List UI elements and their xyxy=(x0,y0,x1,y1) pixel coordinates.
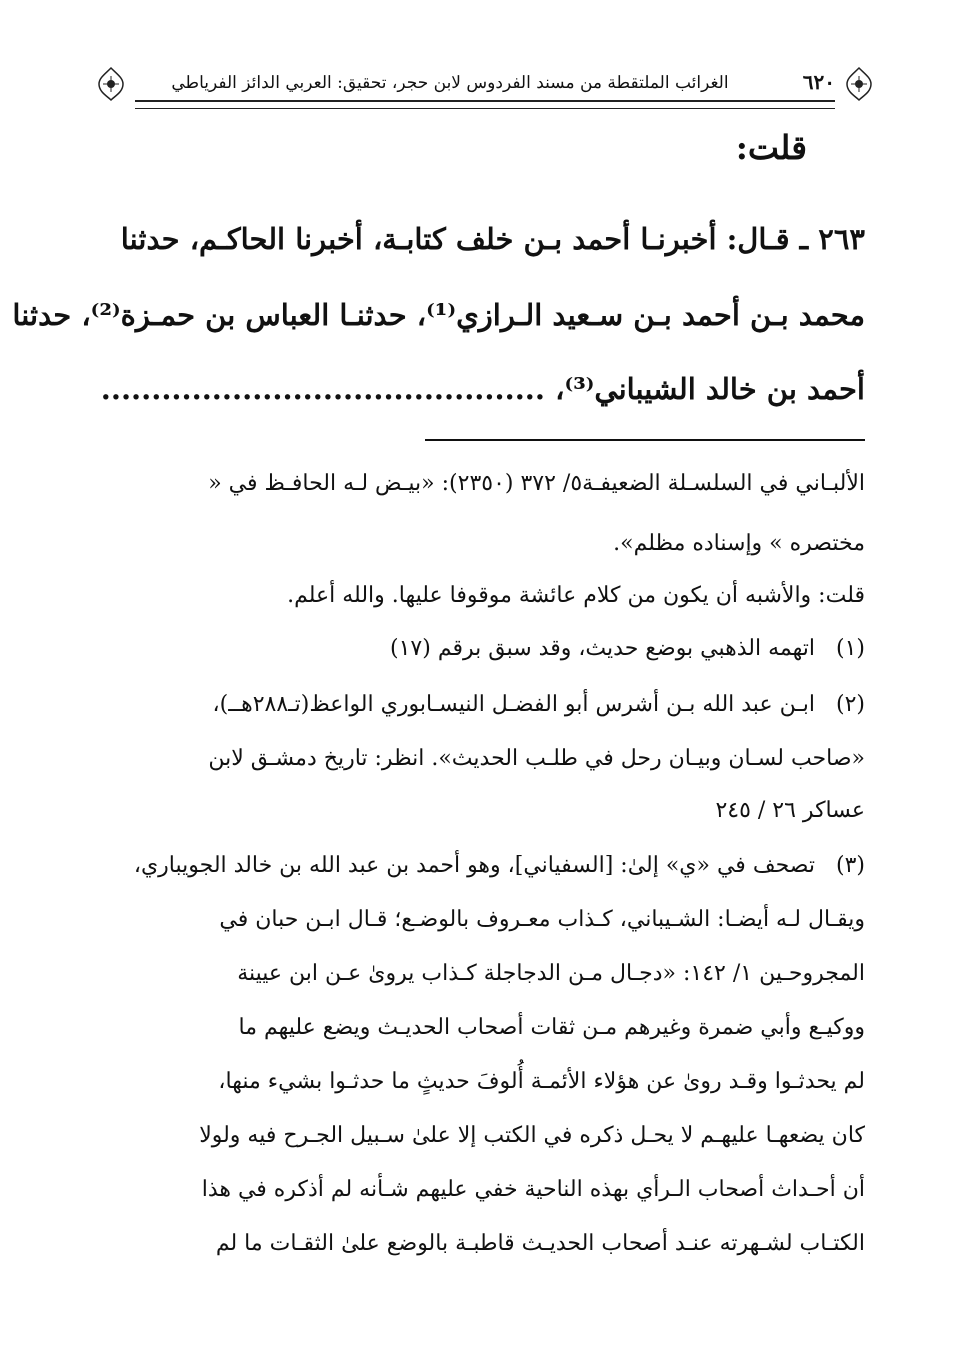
footnote-line: قلت: والأشبه أن يكون من كلام عائشة موقوفا عليها. والله أعلم. xyxy=(287,583,865,608)
footnote-line: مختصره » وإسناده مظلم». xyxy=(613,531,865,556)
footnote-line: المجروحـين ١/ ١٤٢: «دجـال مـن الدجاجلة كـذاب يروىٰ عـن ابن عيينة xyxy=(237,961,865,986)
page-number: ٦٢٠ xyxy=(802,70,835,94)
running-title: الغرائب الملتقطة من مسند الفردوس لابن حجر، تحقيق: العربي الدائز الفرياطي xyxy=(171,73,729,93)
footnote-number: (١) xyxy=(835,636,865,661)
footnote-line: اتهمه الذهبي بوضع حديث، وقد سبق برقم (١٧) xyxy=(390,636,815,661)
running-header xyxy=(95,62,875,112)
footnote-separator xyxy=(425,439,865,441)
footnote-line: الكتـاب لشـهرته عنـد أصحاب الحديـث قاطبـة بالوضع علىٰ الثقـات ما لم xyxy=(215,1231,865,1256)
footnote-line: تصحف في «ي» إلىٰ: [السفياني]، وهو أحمد بن عبد الله بن خالد الجويباري، xyxy=(133,853,815,878)
ornament-icon xyxy=(843,66,875,102)
footnote-number: (٢) xyxy=(835,692,865,717)
footnote-number: (٣) xyxy=(835,853,865,878)
footnote-line: كان يضعهـا عليهـم لا يحـل ذكره في الكتب إلا علىٰ سـبيل الجـرح فيه ولولا xyxy=(199,1123,865,1148)
footnote-line: «صاحب لسـان وبيـان رحل في طلـب الحديث». انظر: تاريخ دمشـق لابن xyxy=(208,746,865,771)
footnote-line: ابـن عبد الله بـن أشرس أبو الفضـل النيسـابوري الواعظ(تـ٢٨٨هــ)، xyxy=(212,692,815,717)
body-line: ٢٦٣ ـ قـال: أخبرنـا أحمد بـن خلف كتابـة، أخبرنا الحاكـم، حدثنا xyxy=(120,222,865,256)
header-rule xyxy=(135,100,835,109)
footnote-line: أن أحـداث أصحاب الـرأي بهذه الناحية خفي عليهم شـأنه لم أذكره في هذا xyxy=(201,1177,865,1202)
ornament-icon xyxy=(95,66,127,102)
footnote-line: الألبـاني في السلسـلة الضعيفـة٥/ ٣٧٢ (٢٣٥٠): «بيـض لـه الحافـظ في « xyxy=(208,471,865,496)
section-heading: قلت: xyxy=(735,128,807,167)
footnote-line: عساكر ٢٦ / ٢٤٥ xyxy=(715,798,865,823)
footnote-line: ووكيـع وأبي ضمرة وغيرهم مـن ثقات أصحاب الحديـث ويضع عليهم ما xyxy=(238,1015,865,1040)
footnote-line: لم يحدثـوا وقـد روىٰ عن هؤلاء الأئمـة أُلوفَ حديثٍ ما حدثـوا بشيء منها، xyxy=(218,1069,865,1094)
body-line: محمد بـن أحمد بـن سـعيد الـرازي⁽¹⁾، حدثنـا العباس بن حمـزة⁽²⁾، حدثنا xyxy=(12,298,865,332)
footnote-line: ويقـال لـه أيضـا: الشـيباني، كـذاب معـروف بالوضـع؛ قـال ابـن حبان في xyxy=(219,907,865,932)
body-line: أحمد بن خالد الشيباني⁽³⁾، ............................................ xyxy=(100,372,865,406)
